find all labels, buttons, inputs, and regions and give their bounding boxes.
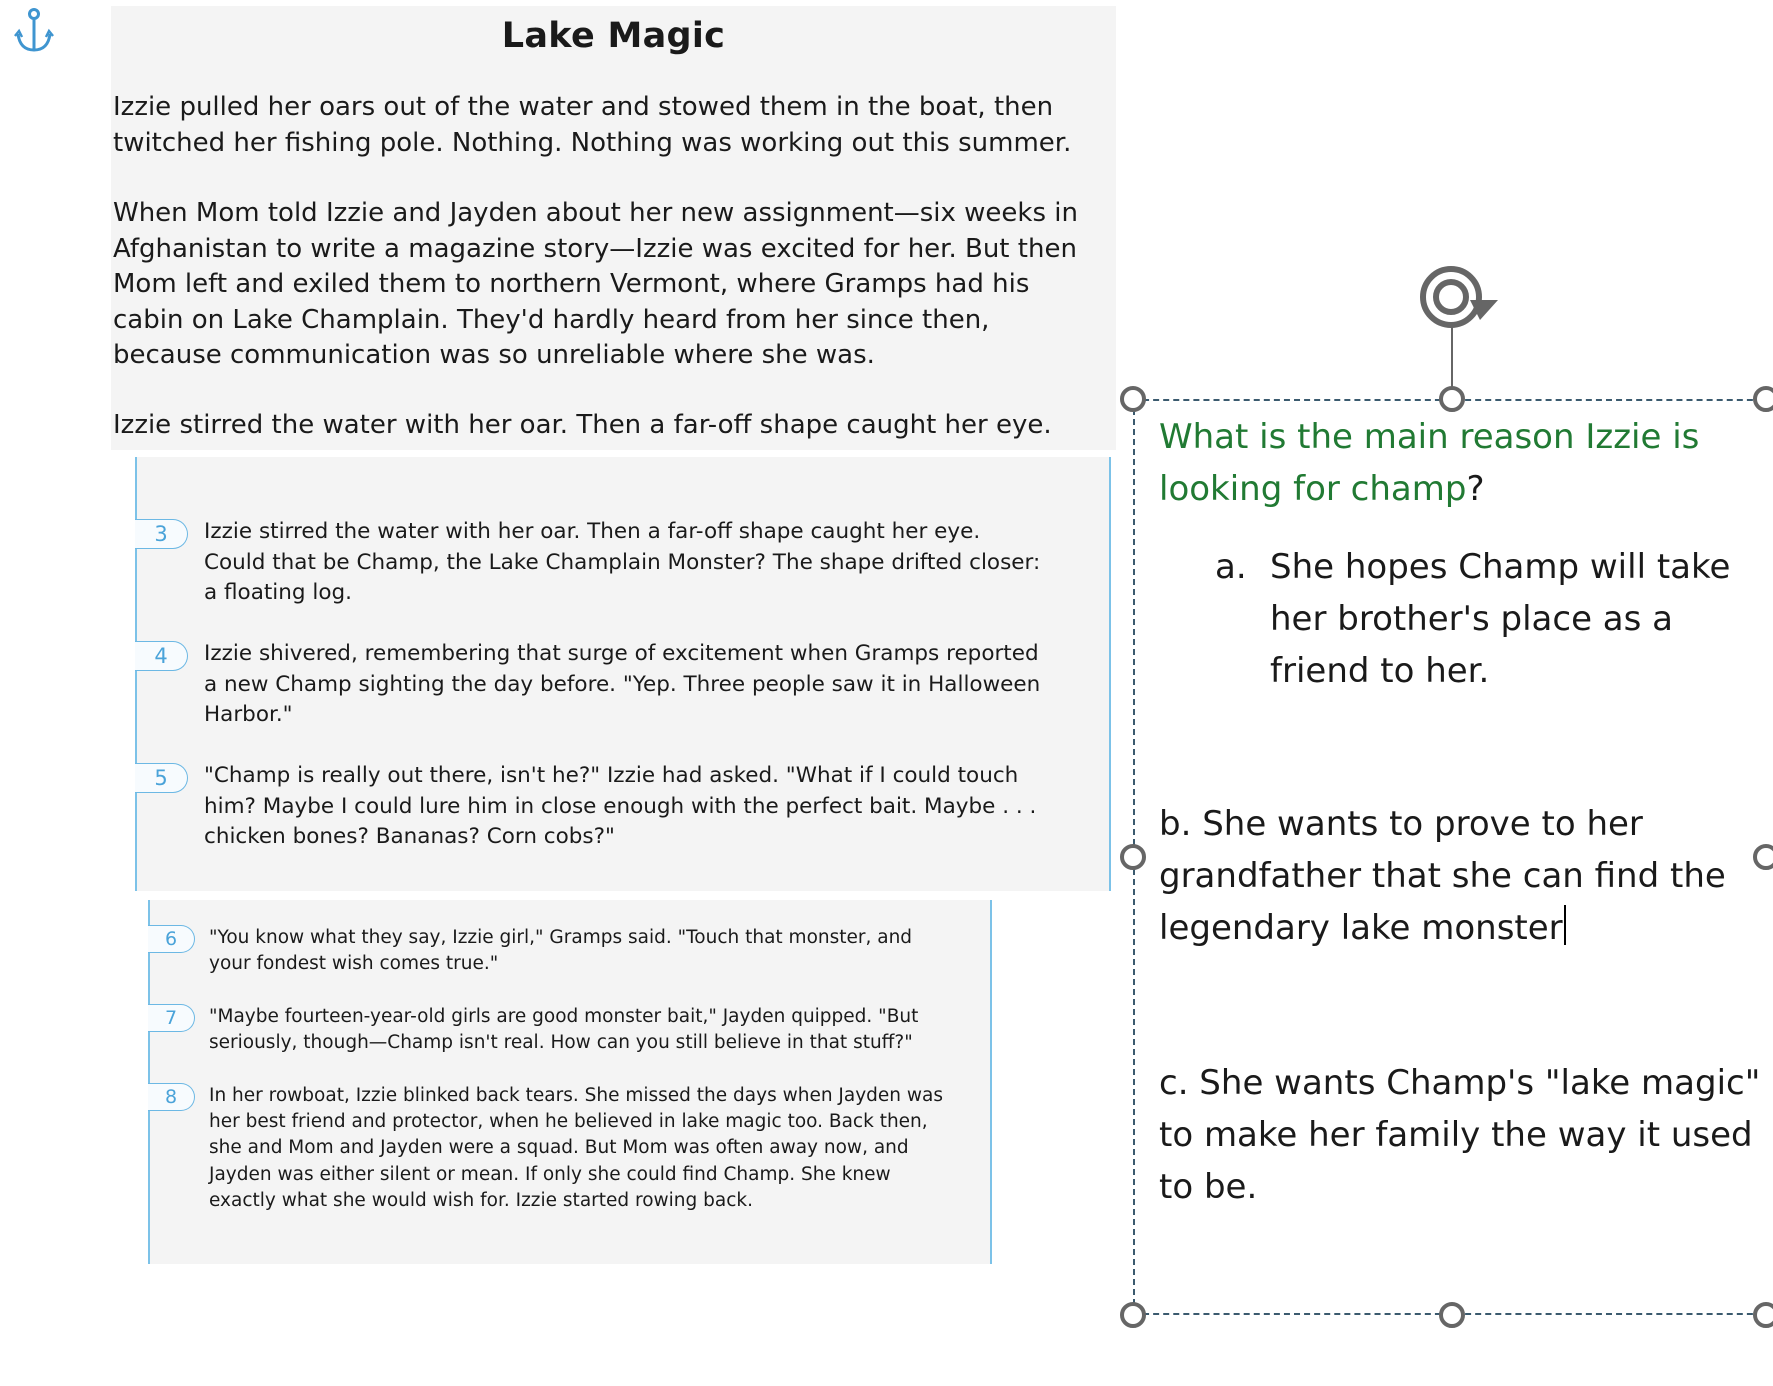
- question-text-box[interactable]: [1133, 399, 1773, 1315]
- numbered-passage-card: [135, 457, 1111, 891]
- question-prompt[interactable]: [1159, 411, 1769, 515]
- option-c-text: c. She wants Champ's "lake magic" to make her family the way it used to be.: [1159, 1063, 1761, 1207]
- answer-option-b[interactable]: [1159, 798, 1769, 954]
- paragraph-number: 8: [148, 1083, 195, 1111]
- option-a-text: She hopes Champ will take her brother's place as a friend to her.: [1270, 547, 1731, 691]
- story-title: Lake Magic: [501, 16, 726, 56]
- story-paragraph: Izzie stirred the water with her oar. Then a far-off shape caught her eye.: [113, 410, 1052, 440]
- paragraph-number: 4: [135, 641, 188, 671]
- option-a-label: a.: [1215, 547, 1247, 587]
- option-b-text: b. She wants to prove to her grandfather that she can find the legendary lake monster: [1159, 804, 1726, 948]
- resize-handle-middle-left[interactable]: [1120, 844, 1146, 870]
- paragraph-text: "Maybe fourteen-year-old girls are good monster bait," Jayden quipped. "But seriously, though—Champ isn't real. How can you still believe in that stuff?": [209, 1006, 919, 1054]
- answer-option-c[interactable]: [1159, 1057, 1769, 1213]
- resize-handle-bottom-left[interactable]: [1120, 1302, 1146, 1328]
- paragraph-number: 7: [148, 1004, 195, 1032]
- paragraph-text: "You know what they say, Izzie girl," Gramps said. "Touch that monster, and your fondest wish comes true.": [209, 927, 913, 975]
- resize-handle-bottom-center[interactable]: [1439, 1302, 1465, 1328]
- paragraph-number: 6: [148, 925, 195, 953]
- story-paragraph: Izzie pulled her oars out of the water and stowed them in the boat, then twitched her fishing pole. Nothing. Nothing was working out this summer.: [113, 92, 1072, 158]
- question-mark: ?: [1466, 469, 1485, 509]
- resize-handle-top-right[interactable]: [1753, 386, 1773, 412]
- resize-handle-middle-right[interactable]: [1753, 844, 1773, 870]
- paragraph-text: Izzie shivered, remembering that surge of excitement when Gramps reported a new Champ sighting the day before. "Yep. Three people saw it in Halloween Harbor.": [204, 641, 1041, 727]
- anchor-icon[interactable]: [14, 6, 54, 56]
- story-paragraph: When Mom told Izzie and Jayden about her new assignment—six weeks in Afghanistan to write a magazine story—Izzie was excited for her. But then Mom left and exiled them to northern Vermont, where Gramps had his cabin on Lake Champlain. They'd hardly heard from her since then, because communication was so unreliable where she was.: [113, 198, 1078, 370]
- paragraph-number: 3: [135, 519, 188, 549]
- numbered-passage-card: [148, 900, 992, 1264]
- paragraph-text: "Champ is really out there, isn't he?" Izzie had asked. "What if I could touch him? Maybe I could lure him in close enough with the perfect bait. Maybe . . . chicken bones? Bananas? Corn cobs?": [204, 763, 1037, 849]
- resize-handle-bottom-right[interactable]: [1753, 1302, 1773, 1328]
- paragraph-text: Izzie stirred the water with her oar. Then a far-off shape caught her eye. Could that be Champ, the Lake Champlain Monster? The shape drifted closer: a floating log.: [204, 519, 1041, 605]
- paragraph-number: 5: [135, 763, 188, 793]
- resize-handle-top-left[interactable]: [1120, 386, 1146, 412]
- rotate-handle-icon[interactable]: [1418, 262, 1498, 332]
- paragraph-text: In her rowboat, Izzie blinked back tears. She missed the days when Jayden was her best friend and protector, when he believed in lake magic too. Back then, she and Mom and Jayden were a squad. But Mom was often away now, and Jayden was either silent or mean. If only she could find Champ. She knew exactly what she would wish for. Izzie started rowing back.: [209, 1085, 944, 1211]
- text-cursor: [1564, 905, 1566, 945]
- question-prompt-text: What is the main reason Izzie is looking for champ: [1159, 417, 1700, 509]
- story-passage: [111, 6, 1116, 450]
- resize-handle-top-center[interactable]: [1439, 386, 1465, 412]
